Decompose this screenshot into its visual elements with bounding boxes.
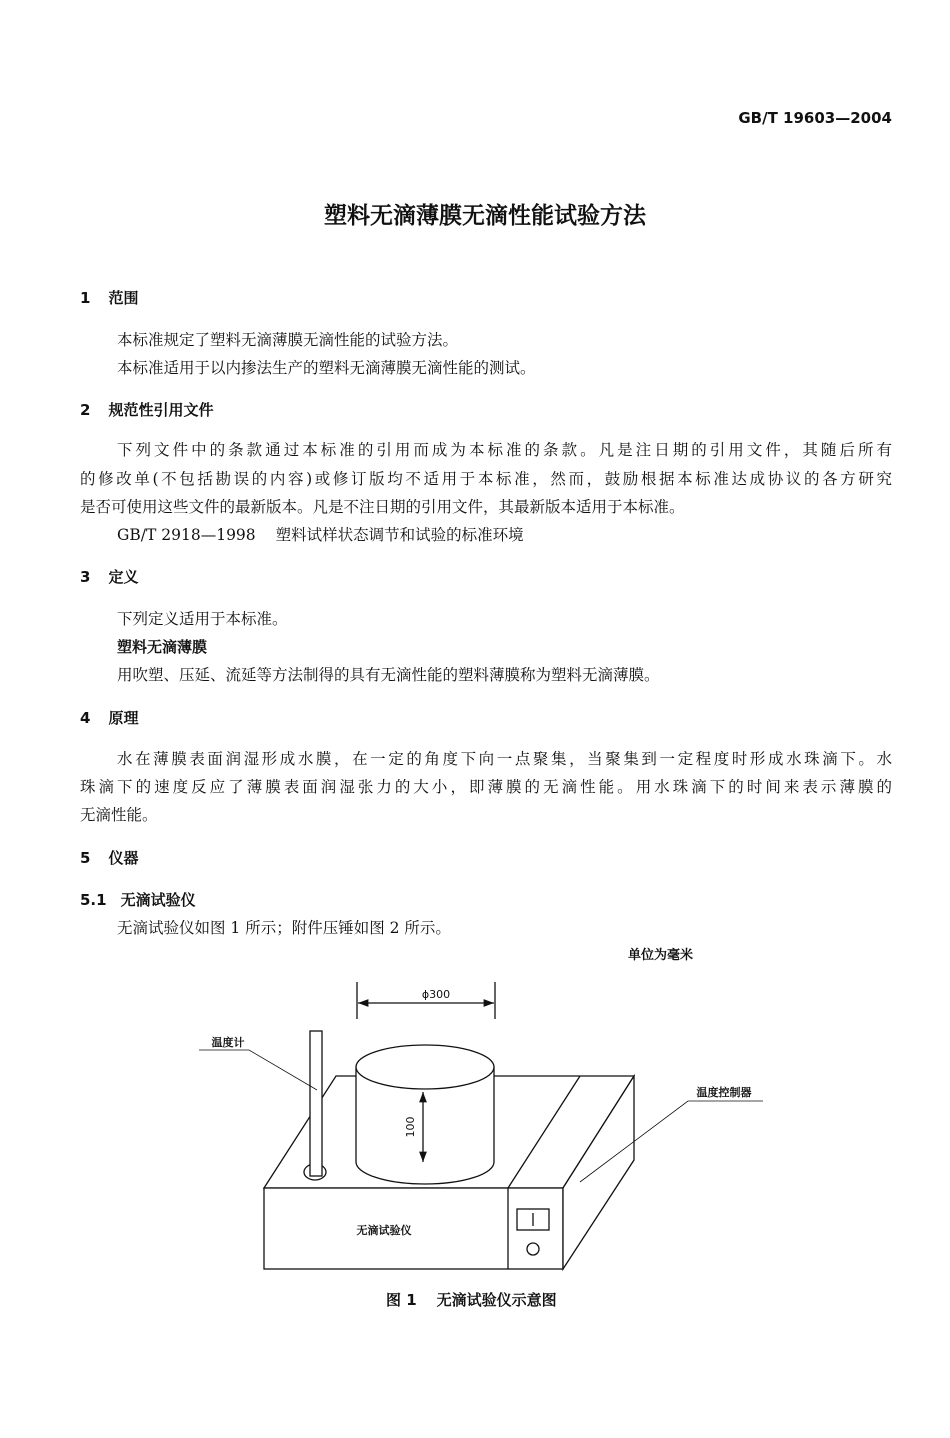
section-title: 仪器 xyxy=(108,849,139,867)
section-number: 2 xyxy=(80,401,91,419)
unit-note: 单位为毫米 xyxy=(628,948,694,963)
paragraph-line: 珠滴下的速度反应了薄膜表面润湿张力的大小，即薄膜的无滴性能。用水珠滴下的时间来表示薄膜的 xyxy=(80,778,892,796)
section-number: 5 xyxy=(80,849,91,867)
controller-label: 温度控制器 xyxy=(696,1086,752,1099)
diameter-label: ϕ300 xyxy=(421,988,451,1001)
reference-code: GB/T 2918—1998 xyxy=(117,526,256,544)
paragraph-line: 本标准适用于以内掺法生产的塑料无滴薄膜无滴性能的测试。 xyxy=(117,359,536,377)
section-title: 原理 xyxy=(108,709,139,727)
paragraph-line: 下列定义适用于本标准。 xyxy=(117,610,288,628)
paragraph-line: 的修改单(不包括勘误的内容)或修订版均不适用于本标准，然而，鼓励根据本标准达成协议的各方研究 xyxy=(80,470,892,488)
figure-number: 图 1 xyxy=(386,1291,417,1309)
water-bath-cylinder xyxy=(356,1045,494,1184)
paragraph-line: 无滴试验仪如图 1 所示；附件压锤如图 2 所示。 xyxy=(117,919,451,937)
figure-title: 无滴试验仪示意图 xyxy=(436,1291,557,1309)
page-title: 塑料无滴薄膜无滴性能试验方法 xyxy=(324,203,646,229)
figure-caption xyxy=(386,1290,557,1310)
paragraph-line: 是否可使用这些文件的最新版本。凡是不注日期的引用文件，其最新版本适用于本标准。 xyxy=(80,498,685,516)
height-label: 100 xyxy=(404,1116,417,1138)
reference-title: 塑料试样状态调节和试验的标准环境 xyxy=(275,526,524,544)
paragraph-line: 下列文件中的条款通过本标准的引用而成为本标准的条款。凡是注日期的引用文件，其随后所有 xyxy=(117,441,892,459)
section-title: 定义 xyxy=(108,568,139,586)
device-label: 无滴试验仪 xyxy=(356,1224,412,1237)
section-title: 无滴试验仪 xyxy=(120,891,196,909)
standard-number: GB/T 19603—2004 xyxy=(738,109,892,127)
section-number: 5.1 xyxy=(80,891,107,909)
definition: 用吹塑、压延、流延等方法制得的具有无滴性能的塑料薄膜称为塑料无滴薄膜。 xyxy=(117,666,660,684)
thermometer-label: 温度计 xyxy=(211,1036,245,1049)
section-number: 1 xyxy=(80,289,91,307)
section-number: 4 xyxy=(80,709,91,727)
section-title: 规范性引用文件 xyxy=(108,401,214,419)
section-number: 3 xyxy=(80,568,91,586)
term: 塑料无滴薄膜 xyxy=(117,638,208,656)
section-title: 范围 xyxy=(108,289,139,307)
paragraph-line: 无滴性能。 xyxy=(80,806,158,824)
paragraph-line: 本标准规定了塑料无滴薄膜无滴性能的试验方法。 xyxy=(117,331,459,349)
paragraph-line: 水在薄膜表面润湿形成水膜，在一定的角度下向一点聚集，当聚集到一定程度时形成水珠滴下。水 xyxy=(117,750,892,768)
